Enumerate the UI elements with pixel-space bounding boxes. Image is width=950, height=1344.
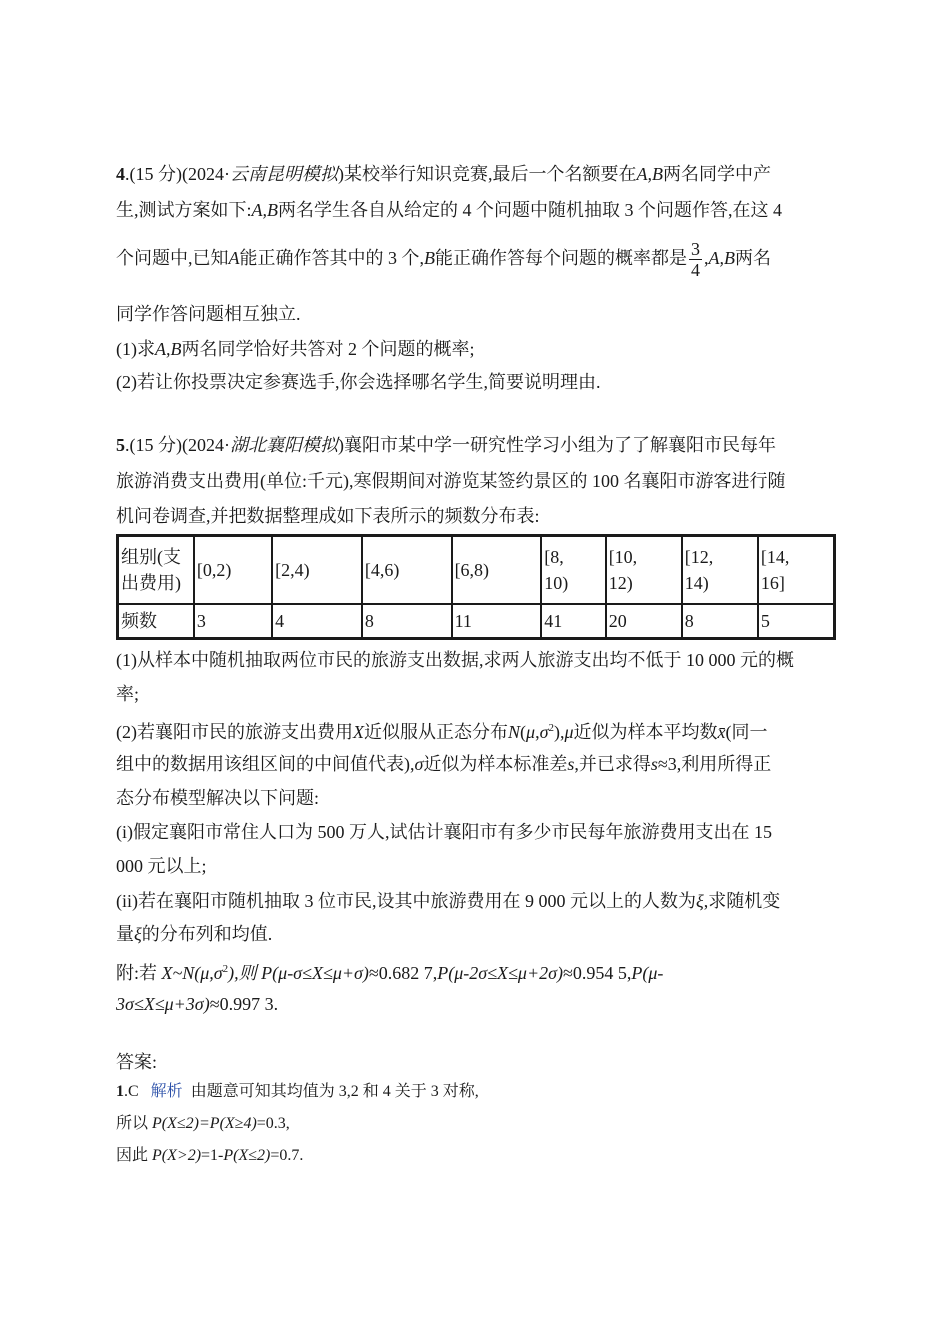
appendix-math: P(μ-2σ≤X≤μ+2σ) [437, 963, 563, 983]
answer-number: 1 [116, 1083, 124, 1100]
q5-part-ii-line-1 [116, 889, 780, 913]
q5-p2-mu: μ [526, 722, 536, 742]
table-cell-group-8 [758, 536, 835, 605]
q5-line-2: 旅游消费支出费用(单位:千元),寒假期间对游览某签约景区的 100 名襄阳市游客进行随 [116, 471, 786, 491]
q5-line-3: 机问卷调查,并把数据整理成如下表所示的频数分布表: [116, 506, 540, 526]
answers-label: 答案: [116, 1052, 158, 1072]
q5-pii-text: 量 [116, 924, 134, 944]
q5-source: 湖北襄阳模拟 [229, 435, 338, 455]
answer-text: =0.3, [256, 1115, 290, 1132]
group-label: [14, [760, 547, 790, 567]
q4-text-1-end: 两名同学中产 [662, 164, 771, 184]
q5-p2-text: (2)若襄阳市民的旅游支出费用 [116, 722, 353, 742]
q4-p1-var: A,B [155, 339, 182, 359]
table-cell-group-5 [541, 536, 605, 605]
group-label: [0,2) [196, 560, 232, 580]
group-label: [6,8) [454, 560, 490, 580]
answer-math: P(X>2) [152, 1147, 202, 1164]
q5-appendix-line-2 [116, 992, 278, 1016]
q4-var-ab-2: A,B [251, 200, 279, 220]
q5-text-1: )襄阳市某中学一研究性学习小组为了了解襄阳市民每年 [337, 435, 776, 455]
group-label: [8, [544, 547, 564, 567]
q4-text-1: )某校举行知识竞赛,最后一个名额要在 [337, 164, 637, 184]
q5-p2-mu-2: μ [564, 722, 574, 742]
q4-text-2b: 两名学生各自从给定的 4 个问题中随机抽取 3 个问题作答,在这 4 [278, 200, 783, 220]
q5-part-i-line-2: 000 元以上; [116, 856, 207, 876]
q5-p2-text: 近似为样本标准差 [423, 754, 568, 774]
q5-p2-s-2: s [650, 754, 658, 774]
answer-text: 由题意可知其均值为 3,2 和 4 关于 3 对称, [190, 1083, 479, 1100]
q4-text-3c: 能正确作答每个问题的概率都是 [435, 248, 687, 268]
table-cell-count-7: 8 [682, 604, 758, 639]
q4-text-3b: 能正确作答其中的 3 个, [239, 248, 424, 268]
answer-1-line-1 [116, 1080, 479, 1104]
answer-math: P(X≤2) [223, 1147, 271, 1164]
header-group-line-2: 出费用) [121, 573, 181, 593]
table-cell-group-1 [194, 536, 272, 605]
appendix-value: ≈0.997 3. [209, 994, 279, 1014]
q5-p2-text: (同一 [725, 722, 768, 742]
q4-part-1 [116, 337, 475, 361]
appendix-text: 附:若 [116, 963, 162, 983]
group-label: [2,4) [275, 560, 310, 580]
group-label: [10, [608, 547, 638, 567]
q4-var-a: A [228, 248, 240, 268]
table-cell-group-3 [362, 536, 452, 605]
q5-part-1-line-1: (1)从样本中随机抽取两位市民的旅游支出数据,求两人旅游支出均不低于 10 000 元的概 [116, 650, 794, 670]
table-cell-group-2 [272, 536, 362, 605]
q5-part-1-line-2: 率; [116, 684, 140, 704]
appendix-math: P(μ- [631, 963, 664, 983]
answer-math: P(X≤2)=P(X≥4) [152, 1115, 257, 1132]
q5-p2-square: 2 [548, 722, 554, 734]
q4-part-2: (2)若让你投票决定参赛选手,你会选择哪名学生,简要说明理由. [116, 372, 601, 392]
q5-part-ii-line-2 [116, 922, 272, 946]
table-header-group [118, 536, 194, 605]
fraction-three-quarters [689, 239, 702, 280]
answer-text: =0.7. [270, 1147, 304, 1164]
answer-choice: .C [124, 1083, 139, 1100]
table-cell-count-4: 11 [452, 604, 542, 639]
answer-1-line-2 [116, 1112, 290, 1136]
group-label-2: 16] [760, 573, 785, 593]
q5-p2-s: s [567, 754, 575, 774]
analysis-tag: 解析 [150, 1083, 183, 1100]
q5-p2-sigma: σ [539, 722, 549, 742]
header-group-line-1: 组别(支 [121, 547, 181, 567]
group-label: [4,6) [364, 560, 400, 580]
table-row-counts [118, 604, 835, 639]
q5-p2-xbar: x̄ [717, 722, 726, 742]
q5-p2-var-x: X [353, 722, 364, 742]
appendix-value: ≈0.682 7, [368, 963, 438, 983]
q5-p2-text: ≈3,利用所得正 [657, 754, 772, 774]
q4-text-3a: 个问题中,已知 [116, 248, 229, 268]
q5-p2-var-n: N [508, 722, 521, 742]
table-cell-count-5: 41 [541, 604, 605, 639]
q4-line-4: 同学作答问题相互独立. [116, 304, 301, 324]
q5-p2-text: 近似服从正态分布 [364, 722, 508, 742]
q5-pii-xi: ξ [696, 891, 704, 911]
q4-var-b: B [424, 248, 435, 268]
q5-number: 5 [116, 435, 125, 455]
q5-p2-text: ( [520, 722, 527, 742]
q4-line-2 [116, 198, 782, 222]
table-cell-group-7 [682, 536, 758, 605]
q4-text-2a: 生,测试方案如下: [116, 200, 252, 220]
q5-part-i-line-1: (i)假定襄阳市常住人口为 500 万人,试估计襄阳市有多少市民每年旅游费用支出在 15 [116, 822, 772, 842]
table-cell-count-1: 3 [194, 604, 272, 639]
q5-p2-text: 近似为样本平均数 [573, 722, 718, 742]
q5-pii-xi-2: ξ [134, 924, 142, 944]
q4-number: 4 [116, 164, 125, 184]
appendix-math: 3σ≤X≤μ+3σ) [116, 994, 210, 1014]
q5-p2-text: , [535, 722, 540, 742]
table-row-groups [118, 536, 835, 605]
q4-text-3e: 两名 [735, 248, 771, 268]
table-header-count: 频数 [118, 604, 194, 639]
q4-var-ab-3: A,B [708, 248, 735, 268]
q5-p2-text: ), [553, 722, 565, 742]
q5-pii-text: 的分布列和均值. [141, 924, 273, 944]
group-label: [12, [684, 547, 714, 567]
q5-pii-text: ,求随机变 [703, 891, 781, 911]
q4-score: .(15 分)(2024· [125, 164, 230, 184]
q5-p2-sigma-2: σ [414, 754, 424, 774]
q5-part-2-line-3: 态分布模型解决以下问题: [116, 788, 319, 808]
q5-p2-text: 组中的数据用该组区间的中间值代表), [116, 754, 415, 774]
q4-line-3 [116, 236, 771, 280]
table-cell-group-4 [452, 536, 542, 605]
q4-p1-a: (1)求 [116, 339, 155, 359]
q4-var-ab: A,B [636, 164, 663, 184]
q5-part-2-line-2 [116, 752, 771, 776]
q5-p2-text: ,并已求得 [574, 754, 651, 774]
q5-pii-text: (ii)若在襄阳市随机抽取 3 位市民,设其中旅游费用在 9 000 元以上的人数为 [116, 891, 696, 911]
q5-line-1 [116, 433, 776, 457]
q4-p1-b: 两名同学恰好共答对 2 个问题的概率; [181, 339, 475, 359]
table-cell-count-2: 4 [272, 604, 362, 639]
q5-appendix-line-1 [116, 957, 663, 985]
appendix-math: ),则 P(μ-σ≤X≤μ+σ) [228, 963, 369, 983]
q4-comma: , [704, 248, 709, 268]
q5-part-2-line-1 [116, 716, 768, 744]
table-cell-count-8: 5 [758, 604, 835, 639]
appendix-math: X~N(μ,σ [161, 963, 223, 983]
fraction-numerator: 3 [691, 239, 700, 260]
group-label-2: 12) [608, 573, 633, 593]
table-cell-count-3: 8 [362, 604, 452, 639]
answer-text: 因此 [116, 1147, 153, 1164]
table-cell-count-6: 20 [606, 604, 682, 639]
appendix-square: 2 [222, 963, 229, 975]
q5-score: .(15 分)(2024· [125, 435, 230, 455]
group-label-2: 10) [544, 573, 569, 593]
q4-source: 云南昆明模拟 [229, 164, 338, 184]
answer-1-line-3 [116, 1144, 303, 1168]
answer-text: =1- [201, 1147, 224, 1164]
frequency-table [116, 534, 836, 640]
appendix-value: ≈0.954 5, [562, 963, 632, 983]
answer-text: 所以 [116, 1115, 153, 1132]
fraction-denominator: 4 [691, 260, 700, 281]
q4-line-1 [116, 162, 771, 186]
group-label-2: 14) [684, 573, 709, 593]
table-cell-group-6 [606, 536, 682, 605]
